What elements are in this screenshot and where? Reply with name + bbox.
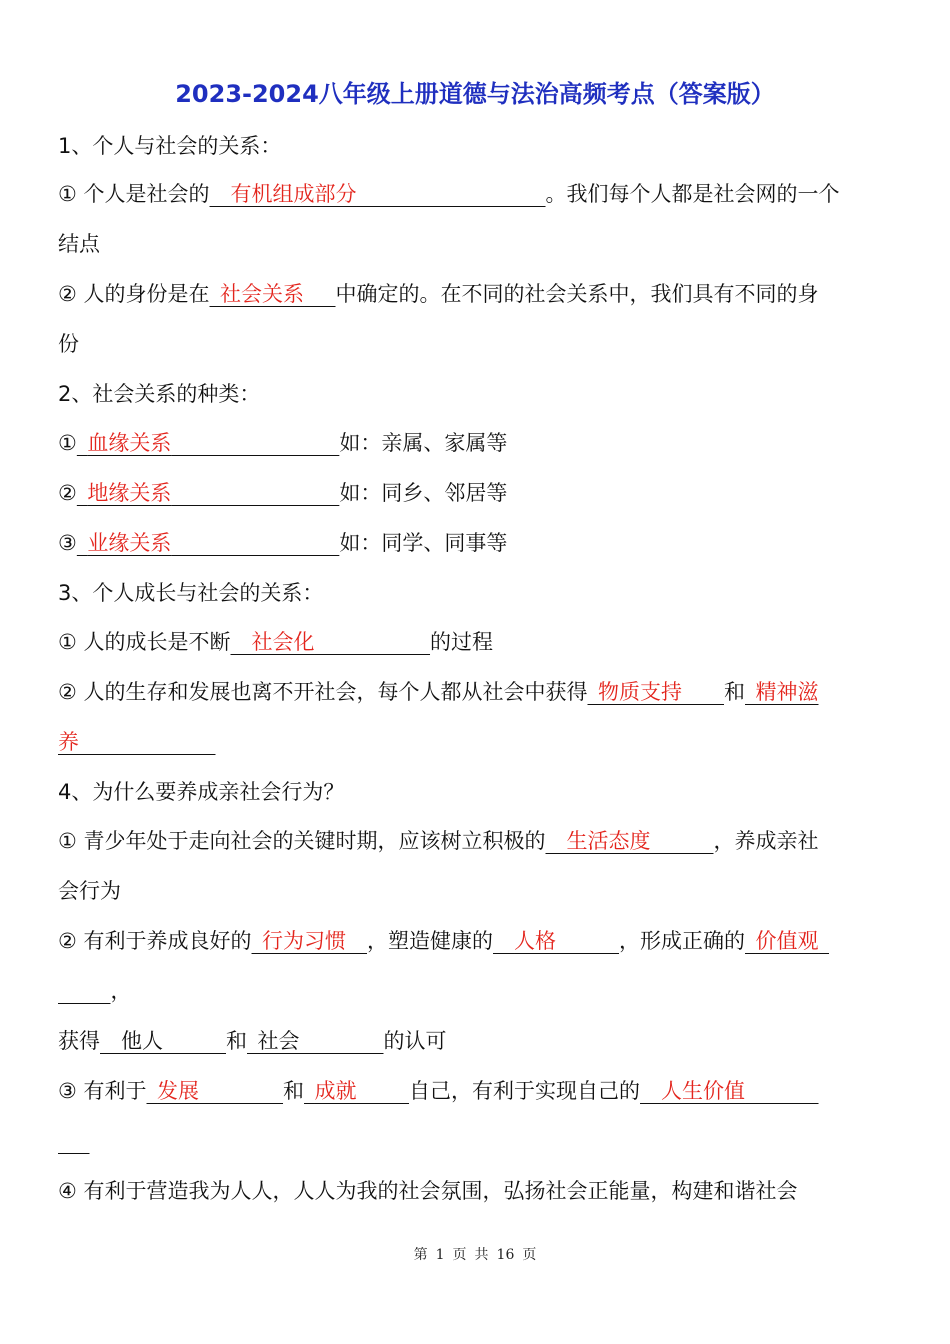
s2-row-3: ③ 业缘关系 如：同学、同事等 (58, 531, 508, 555)
answer-blank: 成就 (314, 1079, 357, 1103)
answer-blank: 生活态度 (566, 829, 651, 853)
s4-line-4-cont (58, 1126, 90, 1156)
s4-line-3: 获得 他人 和 社会 的认可 (58, 1029, 447, 1053)
answer-blank: 人格 (514, 929, 557, 953)
answer-blank: 物质支持 (598, 680, 682, 704)
s3-line-1: ① 人的成长是不断 社会化 的过程 (58, 630, 494, 654)
s3-line-2-cont (58, 727, 216, 757)
total-pages: 16 (496, 1247, 515, 1263)
s3-line-2: ② 人的生存和发展也离不开社会，每个人都从社会中获得 物质支持 和 精神滋 (58, 680, 819, 704)
s4-line-1-cont: 会行为 (58, 879, 121, 903)
current-page: 1 (435, 1247, 445, 1263)
answer-blank: 地缘关系 (87, 481, 172, 505)
answer-blank: 精神滋 (755, 680, 819, 704)
answer-blank: 他人 (121, 1029, 163, 1053)
s4-line-4: ③ 有利于 发展 和 成就 自己，有利于实现自己的 人生价值 (58, 1079, 746, 1103)
section-3-heading: 3、个人成长与社会的关系： (58, 581, 324, 605)
answer-blank: 发展 (157, 1079, 200, 1103)
answer-blank: 价值观 (755, 929, 819, 953)
s1-line-1: ① 个人是社会的 有机组成部分 。我们每个人都是社会网的一个 (58, 182, 840, 206)
s4-line-2: ② 有利于养成良好的 行为习惯 ，塑造健康的 人格 ，形成正确的 价值观 (58, 929, 819, 953)
section-1-heading: 1、个人与社会的关系： (58, 134, 282, 158)
s2-row-1: ① 血缘关系 如：亲属、家属等 (58, 431, 508, 455)
s4-line-5: ④ 有利于营造我为人人，人人为我的社会氛围，弘扬社会正能量，构建和谐社会 (58, 1179, 798, 1203)
answer-blank: 社会 (257, 1029, 300, 1053)
section-4-heading: 4、为什么要养成亲社会行为？ (58, 780, 345, 804)
page-footer: 第 1 页 共 16 页 (413, 1247, 537, 1263)
section-2-heading: 2、社会关系的种类： (58, 382, 261, 406)
answer-blank: 行为习惯 (262, 929, 347, 953)
s1-line-2: ② 人的身份是在 社会关系 中确定的。在不同的社会关系中，我们具有不同的身 (58, 282, 819, 306)
s4-line-1: ① 青少年处于走向社会的关键时期，应该树立积极的 生活态度 ，养成亲社 (58, 829, 819, 853)
s4-line-2-cont: ， (110, 979, 132, 1003)
answer-blank: 社会关系 (220, 282, 305, 306)
answer-blank: 业缘关系 (87, 531, 172, 555)
answer-blank: 人生价值 (661, 1079, 746, 1103)
s1-line-2-cont: 份 (58, 332, 79, 356)
answer-blank: 有机组成部分 (230, 182, 357, 206)
s1-line-1-cont: 结点 (58, 232, 100, 256)
answer-blank: 养 (58, 730, 79, 754)
page-title: 2023-2024八年级上册道德与法治高频考点（答案版） (175, 80, 775, 108)
answer-blank: 血缘关系 (87, 431, 172, 455)
s2-row-2: ② 地缘关系 如：同乡、邻居等 (58, 481, 508, 505)
answer-blank: 社会化 (251, 630, 315, 654)
